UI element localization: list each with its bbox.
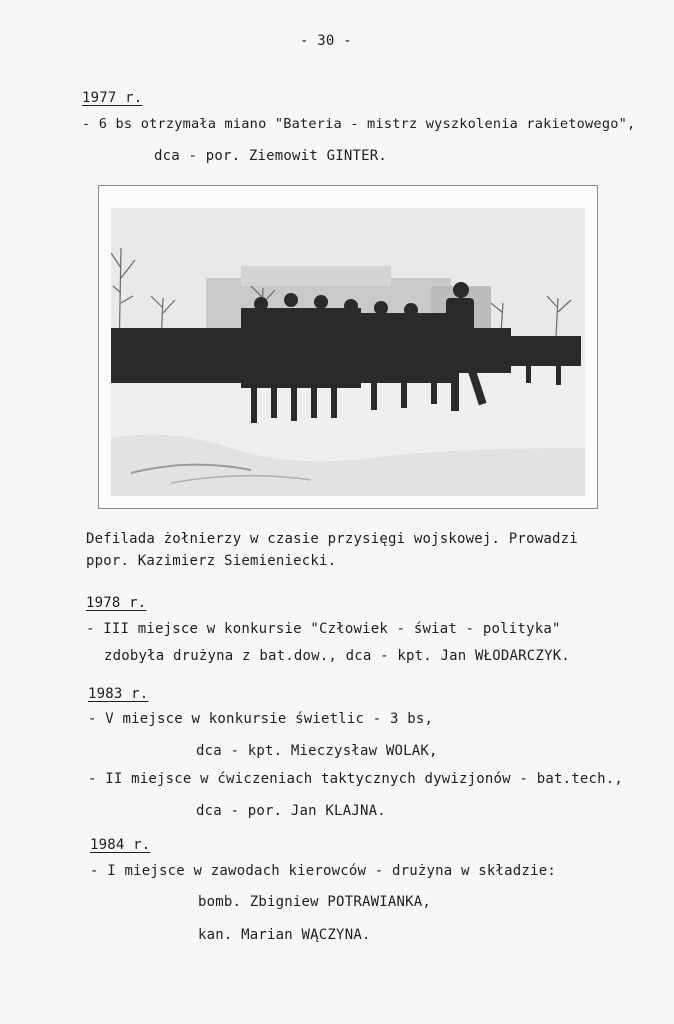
year-heading-1983: 1983 r. [88,686,149,702]
photo-caption-line2: ppor. Kazimierz Siemieniecki. [86,553,337,569]
year-heading-1984: 1984 r. [90,837,151,853]
entry-1983-line2: dca - kpt. Mieczysław WOLAK, [196,743,438,759]
parade-photo [111,208,585,496]
entry-1984-line3: kan. Marian WĄCZYNA. [198,927,371,943]
entry-1984-line2: bomb. Zbigniew POTRAWIANKA, [198,894,431,910]
entry-1984-line1: - I miejsce w zawodach kierowców - drużyna w składzie: [90,863,556,879]
entry-1978-line2: zdobyła drużyna z bat.dow., dca - kpt. Jan WŁODARCZYK. [104,648,570,664]
year-heading-1977: 1977 r. [82,90,143,106]
entry-1978-line1: - III miejsce w konkursie "Człowiek - świat - polityka" [86,621,561,637]
photo-frame [98,185,598,509]
page-number: - 30 - [300,33,352,49]
entry-1977-line1: - 6 bs otrzymała miano "Bateria - mistrz wyszkolenia rakietowego", [82,116,636,132]
entry-1983-line4: dca - por. Jan KLAJNA. [196,803,386,819]
entry-1983-line3: - II miejsce w ćwiczeniach taktycznych dywizjonów - bat.tech., [88,771,623,787]
entry-1983-line1: - V miejsce w konkursie świetlic - 3 bs, [88,711,434,727]
entry-1977-line2: dca - por. Ziemowit GINTER. [154,148,387,164]
year-heading-1978: 1978 r. [86,595,147,611]
photo-caption-line1: Defilada żołnierzy w czasie przysięgi wojskowej. Prowadzi [86,531,578,547]
